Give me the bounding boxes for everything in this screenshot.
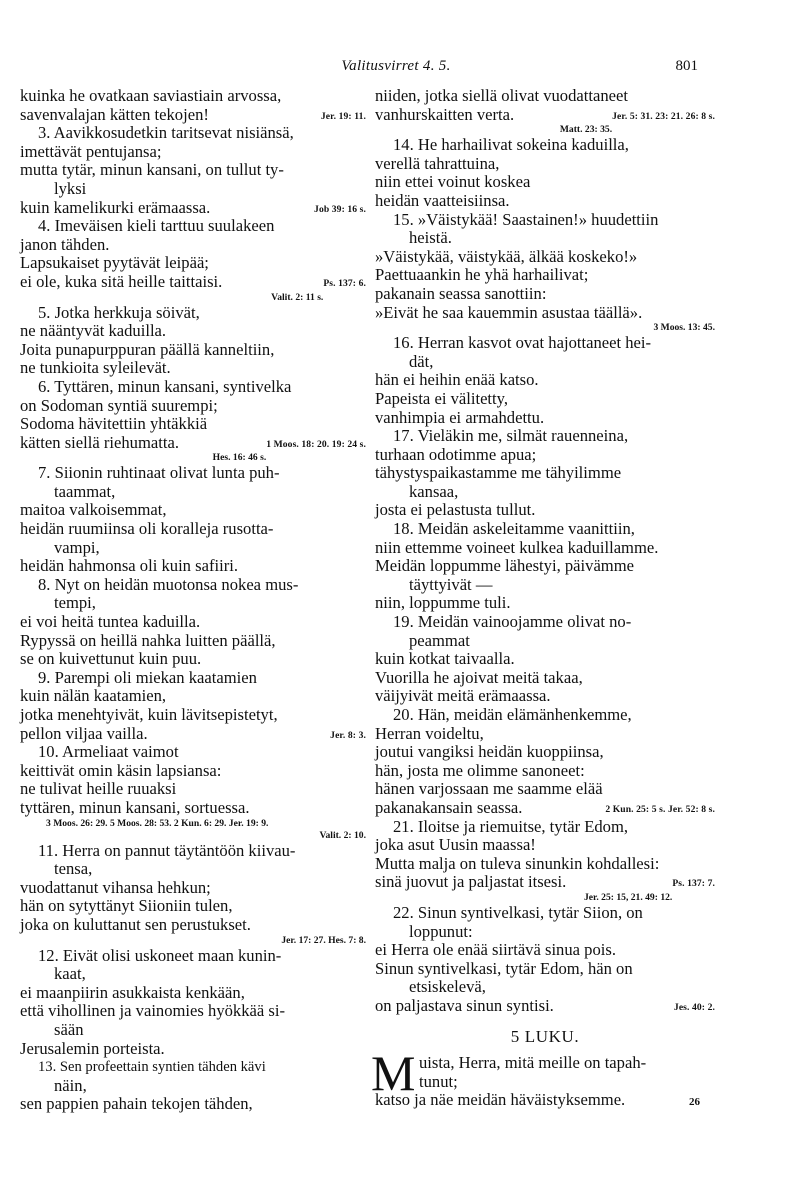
verse-text: niin ettei voinut koskea (375, 172, 531, 192)
verse-text: 19. Meidän vainoojamme olivat no- (393, 612, 632, 632)
text-line (20, 254, 366, 273)
verse-text: Jerusalemin porteista. (20, 1038, 165, 1058)
text-line (375, 873, 715, 892)
text-line (375, 390, 715, 409)
text-line (375, 576, 715, 595)
text-line (375, 334, 715, 353)
verse-text: että vihollinen ja vainomies hyökkää si- (20, 1001, 285, 1021)
scripture-reference: Hes. 16: 46 s. (212, 452, 267, 464)
text-line (20, 501, 366, 520)
text-line (20, 520, 366, 539)
verse-text: vanhimpia ei armahdettu. (375, 407, 545, 427)
verse-text: 12. Eivät olisi uskoneet maan kunin- (38, 945, 282, 965)
verse-text: heidän vaatteisiinsa. (375, 190, 510, 210)
verse-text: 13. Sen profeettain syntien tähden kävi (38, 1059, 266, 1076)
verse-text: »Eivät he saa kauemmin asustaa täällä». (375, 302, 643, 322)
drop-cap: M (371, 1045, 416, 1102)
text-line (20, 1002, 366, 1021)
text-line (20, 199, 366, 218)
verse-text: on paljastava sinun syntisi. (375, 995, 554, 1015)
text-line (20, 984, 366, 1003)
verse-text: pakanakansain seassa. (375, 797, 523, 817)
text-line (375, 904, 715, 923)
text-line (375, 229, 715, 248)
scripture-reference: Jer. 17: 27. Hes. 7: 8. (281, 934, 366, 946)
verse-text: uista, Herra, mitä meille on tapah- (419, 1053, 647, 1073)
text-line (20, 650, 366, 669)
scripture-reference: 3 Moos. 26: 29. 5 Moos. 28: 53. 2 Kun. 6: 29. Jer. 19: 9. (46, 817, 269, 829)
verse-text: vuodattanut vihansa hehkun; (20, 877, 211, 897)
scripture-reference: Jes. 40: 2. (673, 1001, 715, 1013)
verse-text: se on kuivettunut kuin puu. (20, 649, 202, 669)
text-line (375, 978, 715, 997)
scripture-reference: 3 Moos. 13: 45. (653, 322, 715, 334)
page-number: 801 (675, 58, 698, 74)
scripture-reference: Ps. 137: 6. (323, 277, 366, 289)
text-line (20, 180, 366, 199)
text-line (375, 539, 715, 558)
verse-text: mutta tytär, minun kansani, on tullut ty- (20, 160, 284, 180)
verse-text: ne tulivat heille ruuaksi (20, 779, 177, 799)
verse-text: sen pappien pahain tekojen tähden, (20, 1094, 253, 1114)
scripture-reference: Job 39: 16 s. (314, 203, 366, 215)
scripture-reference: 1 Moos. 18: 20. 19: 24 s. (266, 438, 366, 450)
text-line (375, 725, 715, 744)
text-line (20, 415, 366, 434)
verse-text: kansaa, (409, 481, 459, 501)
verse-text: 10. Armeliaat vaimot (38, 742, 179, 762)
verse-text: »Väistykää, väistykää, älkää koskeko!» (375, 246, 638, 266)
text-line (375, 941, 715, 960)
verse-text: joutui vangiksi heidän kuoppiinsa, (375, 742, 604, 762)
verse-text: tempi, (54, 593, 96, 613)
text-line (20, 106, 366, 125)
verse-text: ne tunkioita syleilevät. (20, 358, 171, 378)
text-line (20, 273, 366, 292)
text-line (20, 762, 366, 781)
verse-text: vampi, (54, 537, 100, 557)
verse-text: tähystyspaikastamme me tähyilimme (375, 463, 622, 483)
text-line (375, 285, 715, 304)
text-line (20, 860, 366, 879)
scripture-reference: 2 Kun. 25: 5 s. Jer. 52: 8 s. (605, 803, 715, 815)
verse-text: janon tähden. (20, 234, 110, 254)
scripture-reference: Matt. 23: 35. (559, 124, 613, 136)
verse-text: 18. Meidän askeleitamme vaanittiin, (393, 519, 635, 539)
verse-text: 7. Siionin ruhtinaat olivat lunta puh- (38, 463, 280, 483)
verse-text: josta ei pelastusta tullut. (375, 500, 536, 520)
text-line (20, 780, 366, 799)
verse-text: 21. Iloitse ja riemuitse, tytär Edom, (393, 816, 629, 836)
text-line (20, 613, 366, 632)
verse-text: Lapsukaiset pyytävät leipää; (20, 253, 209, 273)
verse-text: Meidän loppumme lähestyi, päivämme (375, 556, 634, 576)
text-line (375, 762, 715, 781)
text-line (375, 836, 715, 855)
text-line (375, 304, 715, 323)
text-line (20, 143, 366, 162)
verse-text: turhaan odotimme apua; (375, 444, 537, 464)
text-line (20, 632, 366, 651)
verse-text: Rypyssä on heillä nahka luitten päällä, (20, 630, 276, 650)
text-line (20, 161, 366, 180)
verse-text: Sodoma hävitettiin yhtäkkiä (20, 414, 208, 434)
text-line (375, 669, 715, 688)
verse-text: jotka menehtyivät, kuin lävitsepistetyt, (20, 705, 278, 724)
left-column (20, 87, 366, 1114)
verse-text: dät, (409, 351, 434, 371)
text-line (375, 780, 715, 799)
verse-text: 22. Sinun syntivelkasi, tytär Siion, on (393, 902, 643, 922)
scripture-reference: Valit. 2: 11 s. (271, 291, 324, 303)
verse-text: ei Herra ole enää siirtävä sinua pois. (375, 940, 616, 960)
verse-text: lyksi (54, 178, 87, 198)
verse-text: kuinka he ovatkaan saviastiain arvossa, (20, 86, 282, 105)
text-line (20, 879, 366, 898)
text-line (20, 236, 366, 255)
text-line (375, 446, 715, 465)
text-line (375, 173, 715, 192)
verse-text: savenvalajan kätten tekojen! (20, 104, 209, 124)
verse-text: pellon viljaa vailla. (20, 723, 148, 743)
verse-text: keittivät omin käsin lapsiansa: (20, 760, 222, 780)
text-line (375, 960, 715, 979)
verse-text: joka on kuluttanut sen perustukset. (20, 914, 251, 934)
text-line (20, 916, 366, 935)
text-line (375, 613, 715, 632)
text-line (20, 842, 366, 861)
verse-text: ne nääntyvät kaduilla. (20, 321, 167, 341)
verse-text: 15. »Väistykää! Saastainen!» huudettiin (393, 209, 659, 229)
page-header (0, 52, 792, 82)
text-line (375, 520, 715, 539)
scripture-reference: Ps. 137: 7. (672, 878, 715, 890)
text-line (20, 434, 366, 453)
verse-text: 14. He harhailivat sokeina kaduilla, (393, 135, 629, 155)
text-line (375, 632, 715, 651)
text-line (375, 266, 715, 285)
text-line (375, 211, 715, 230)
text-line (20, 799, 366, 818)
text-line (20, 397, 366, 416)
text-line (20, 87, 366, 106)
text-line (375, 687, 715, 706)
text-line (375, 818, 715, 837)
text-line (20, 706, 366, 725)
text-line (20, 947, 366, 966)
verse-text: ei voi heitä tuntea kaduilla. (20, 612, 201, 632)
verse-text: ei maanpiirin asukkaista kenkään, (20, 982, 245, 1002)
verse-text: maitoa valkoisemmat, (20, 500, 167, 520)
verse-text: hän, josta me olimme sanoneet: (375, 760, 585, 780)
text-line (20, 322, 366, 341)
text-line (20, 464, 366, 483)
verse-text: imettävät pentujansa; (20, 141, 162, 161)
text-line (375, 483, 715, 502)
verse-text: 4. Imeväisen kieli tarttuu suulakeen (38, 216, 275, 236)
verse-text: 11. Herra on pannut täytäntöön kiivau- (38, 840, 296, 860)
text-line (375, 136, 715, 155)
verse-text: joka asut Uusin maassa! (375, 835, 536, 855)
text-line (375, 650, 715, 669)
verse-text: hän on sytyttänyt Siioniin tulen, (20, 896, 233, 916)
verse-text: niin, loppumme tuli. (375, 593, 511, 613)
scripture-reference: Valit. 2: 10. (319, 829, 366, 841)
text-line (375, 353, 715, 372)
verse-text: kuin kotkat taivaalla. (375, 649, 515, 669)
verse-text: hän ei heihin enää katso. (375, 370, 539, 390)
text-line (20, 1095, 366, 1114)
right-column (371, 86, 715, 1110)
text-line (20, 897, 366, 916)
verse-text: katso ja näe meidän häväistyksemme. (375, 1090, 626, 1110)
verse-text: tyttären, minun kansani, sortuessa. (20, 797, 250, 817)
text-line (20, 1077, 366, 1096)
signature-mark: 26 (689, 1096, 700, 1108)
verse-text: 20. Hän, meidän elämänhenkemme, (393, 705, 632, 724)
verse-text: heistä. (409, 228, 452, 248)
scripture-reference: Jer. 5: 31. 23: 21. 26: 8 s. (612, 110, 715, 122)
text-line (375, 106, 715, 125)
verse-text: 16. Herran kasvot ovat hajottaneet hei- (393, 333, 652, 353)
scripture-reference: Jer. 8: 3. (330, 729, 366, 741)
verse-text: tensa, (54, 859, 93, 879)
verse-text: kätten siellä riehumatta. (20, 432, 179, 452)
verse-text: 3. Aavikkosudetkin taritsevat nisiänsä, (38, 123, 294, 143)
text-line (375, 427, 715, 446)
verse-text: heidän hahmonsa oli kuin safiiri. (20, 556, 238, 576)
verse-text: tunut; (419, 1071, 458, 1091)
text-line (20, 1058, 366, 1077)
text-line (20, 557, 366, 576)
scripture-reference: Jer. 25: 15, 21. 49: 12. (583, 891, 673, 903)
text-line (20, 483, 366, 502)
text-line (375, 248, 715, 267)
verse-text: Joita punapurppuran päällä kanneltiin, (20, 339, 275, 359)
text-line (20, 378, 366, 397)
text-line (20, 687, 366, 706)
verse-text: Mutta malja on tuleva sinunkin kohdallesi: (375, 853, 660, 873)
text-line (375, 706, 715, 725)
verse-text: 8. Nyt on heidän muotonsa nokea mus- (38, 574, 299, 594)
text-line (375, 87, 715, 106)
verse-text: heidän ruumiinsa oli koralleja rusotta- (20, 519, 274, 539)
text-line (375, 192, 715, 211)
verse-text: 9. Parempi oli miekan kaatamien (38, 667, 257, 687)
scripture-reference: Jer. 19: 11. (320, 110, 366, 122)
text-line (375, 409, 715, 428)
verse-text: taammat, (54, 481, 116, 501)
verse-text: ei ole, kuka sitä heille taittaisi. (20, 271, 223, 291)
text-line (375, 997, 715, 1016)
verse-text: Vuorilla he ajoivat meitä takaa, (375, 667, 583, 687)
verse-text: 17. Vieläkin me, silmät rauenneina, (393, 426, 629, 446)
text-line (20, 217, 366, 236)
verse-text: niin ettemme voineet kulkea kaduillamme. (375, 537, 659, 557)
text-line (20, 1021, 366, 1040)
verse-text: kuin kamelikurki erämaassa. (20, 197, 211, 217)
text-line (20, 576, 366, 595)
verse-text: sään (54, 1019, 84, 1039)
verse-text: väijyivät meitä erämaassa. (375, 686, 551, 706)
verse-text: loppunut: (409, 921, 473, 941)
text-line (20, 965, 366, 984)
verse-text: 5. Jotka herkkuja söivät, (38, 302, 200, 322)
text-line (20, 341, 366, 360)
text-line (375, 464, 715, 483)
text-line (375, 557, 715, 576)
verse-text: vanhurskaitten verta. (375, 104, 515, 124)
verse-text: niiden, jotka siellä olivat vuodattaneet (375, 86, 628, 105)
text-line (375, 923, 715, 942)
verse-text: täyttyivät — (409, 574, 493, 594)
running-title: Valitusvirret 4. 5. (341, 58, 451, 74)
verse-text: näin, (54, 1075, 87, 1095)
chapter-heading: 5 LUKU. (510, 1026, 580, 1046)
verse-text: Herran voideltu, (375, 723, 484, 743)
verse-text: kaat, (54, 964, 86, 984)
verse-text: Papeista ei välitetty, (375, 388, 509, 408)
text-line (20, 1040, 366, 1059)
verse-text: Sinun syntivelkasi, tytär Edom, hän on (375, 958, 633, 978)
text-line (375, 501, 715, 520)
text-line (20, 725, 366, 744)
verse-text: on Sodoman syntiä suurempi; (20, 395, 218, 415)
text-line (20, 539, 366, 558)
verse-text: kuin nälän kaatamien, (20, 686, 167, 706)
verse-text: hänen varjossaan me saamme elää (375, 779, 603, 799)
text-line (375, 855, 715, 874)
text-line (20, 743, 366, 762)
verse-text: Paettuaankin he yhä harhailivat; (375, 265, 589, 285)
text-line (20, 304, 366, 323)
text-line (20, 359, 366, 378)
verse-text: sinä juovut ja paljastat itsesi. (375, 872, 567, 892)
verse-text: pakanain seassa sanottiin: (375, 283, 547, 303)
text-line (375, 371, 715, 390)
verse-text: 6. Tyttären, minun kansani, syntivelka (38, 376, 292, 396)
text-line (375, 594, 715, 613)
verse-text: peammat (409, 630, 470, 650)
text-line (375, 799, 715, 818)
text-line (20, 124, 366, 143)
text-line (375, 743, 715, 762)
verse-text: etsiskelevä, (409, 977, 486, 997)
text-line (20, 594, 366, 613)
verse-text: verellä tahrattuina, (375, 153, 500, 173)
text-line (375, 155, 715, 174)
text-line (20, 669, 366, 688)
